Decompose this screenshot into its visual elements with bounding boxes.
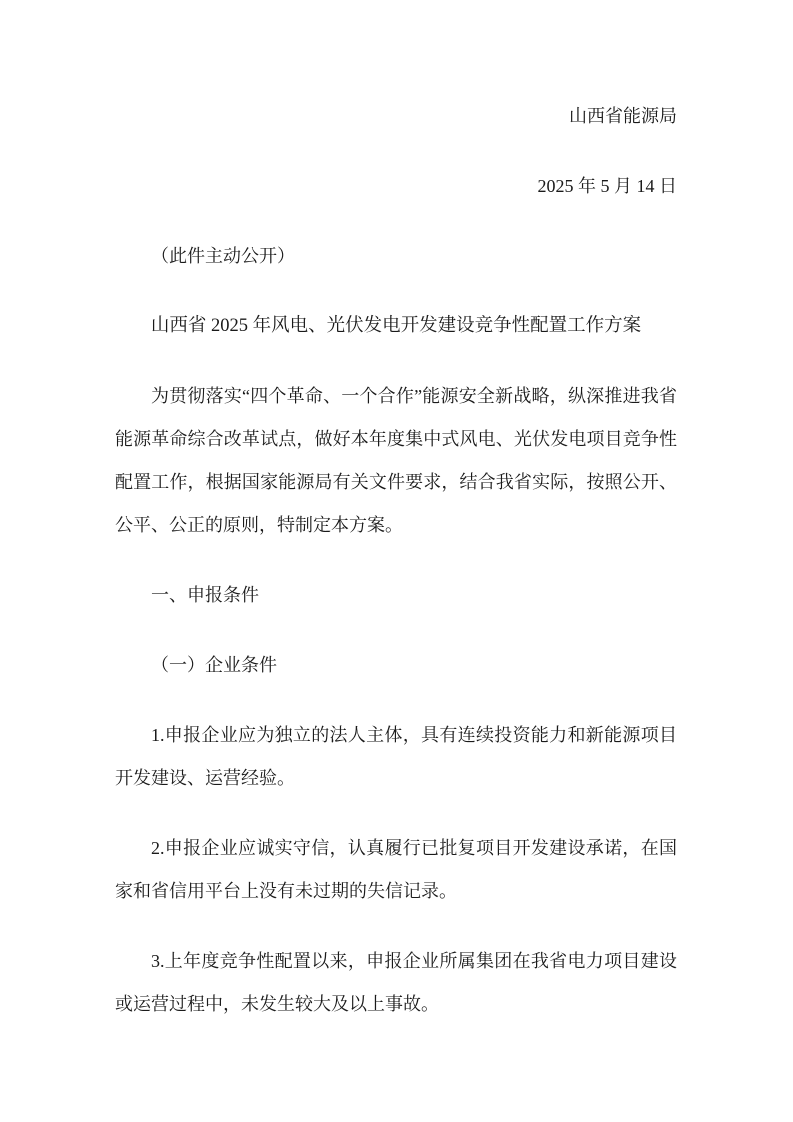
section-heading-application-conditions: 一、申报条件 [151,585,259,605]
agency-signature: 山西省能源局 [569,106,677,126]
condition-item-1: 1.申报企业应为独立的法人主体，具有连续投资能力和新能源项目开发建设、运营经验。 [115,725,677,788]
document-date: 2025 年 5 月 14 日 [537,176,677,196]
condition-item-3: 3.上年度竞争性配置以来，申报企业所属集团在我省电力项目建设或运营过程中，未发生较大及以上事故。 [115,951,677,1014]
subsection-heading-enterprise-conditions: （一）企业条件 [151,655,277,675]
intro-paragraph: 为贯彻落实“四个革命、一个合作”能源安全新战略，纵深推进我省能源革命综合改革试点，做好本年度集中式风电、光伏发电项目竞争性配置工作，根据国家能源局有关文件要求，结合我省实际，按照公开、公平、公正的原则，特制定本方案。 [115,386,677,535]
condition-item-2: 2.申报企业应诚实守信，认真履行已批复项目开发建设承诺，在国家和省信用平台上没有未过期的失信记录。 [115,838,677,901]
document-title: 山西省 2025 年风电、光伏发电开发建设竞争性配置工作方案 [150,316,642,336]
disclosure-note: （此件主动公开） [151,246,295,266]
